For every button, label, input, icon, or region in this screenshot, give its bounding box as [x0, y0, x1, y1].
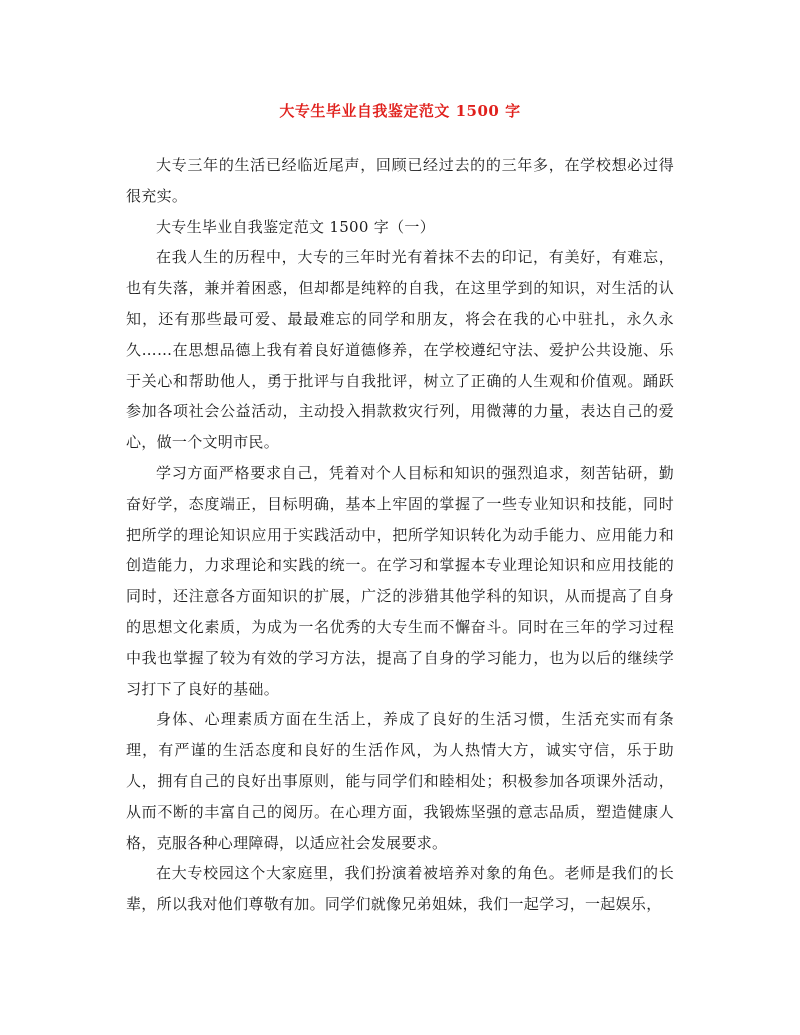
- paragraph-campus: 在大专校园这个大家庭里，我们扮演着被培养对象的角色。老师是我们的长辈，所以我对他们尊敬有加。同学们就像兄弟姐妹，我们一起学习，一起娱乐，: [126, 864, 674, 914]
- paragraph-study: 学习方面严格要求自己，凭着对个人目标和知识的强烈追求，刻苦钻研，勤奋好学，态度端正，目标明确，基本上牢固的掌握了一些专业知识和技能，同时把所学的理论知识应用于实践活动中，把所学知识转化为动手能力、应用能力和创造能力，力求理论和实践的统一。在学习和掌握本专业理论知识和应用技能的同时，还注意各方面知识的扩展，广泛的涉猎其他学科的知识，从而提高了自身的思想文化素质，为成为一名优秀的大专生而不懈奋斗。同时在三年的学习过程中我也掌握了较为有效的学习方法，提高了自身的学习能力，也为以后的继续学习打下了良好的基础。: [126, 463, 674, 698]
- paragraph-intro: 大专三年的生活已经临近尾声，回顾已经过去的的三年多，在学校想必过得很充实。: [126, 156, 674, 205]
- section-heading: 大专生毕业自我鉴定范文 1500 字（一）: [156, 217, 436, 236]
- paragraph-ideology: 在我人生的历程中，大专的三年时光有着抹不去的印记，有美好，有难忘，也有失落，兼并着困惑，但却都是纯粹的自我，在这里学到的知识，对生活的认知，还有那些最可爱、最最难忘的同学和朋友，将会在我的心中驻扎，永久永久……在思想品德上我有着良好道德修养，在学校遵纪守法、爱护公共设施、乐于关心和帮助他人，勇于批评与自我批评，树立了正确的人生观和价值观。踊跃参加各项社会公益活动，主动投入捐款救灾行列，用微薄的力量，表达自己的爱心，做一个文明市民。: [126, 248, 674, 452]
- document-body: [126, 150, 674, 920]
- paragraph-health: 身体、心理素质方面在生活上，养成了良好的生活习惯，生活充实而有条理，有严谨的生活态度和良好的生活作风，为人热情大方，诚实守信，乐于助人，拥有自己的良好出事原则，能与同学们和睦相处；积极参加各项课外活动，从而不断的丰富自己的阅历。在心理方面，我锻炼坚强的意志品质，塑造健康人格，克服各种心理障碍，以适应社会发展要求。: [126, 710, 674, 852]
- document-title: 大专生毕业自我鉴定范文 1500 字: [279, 102, 521, 120]
